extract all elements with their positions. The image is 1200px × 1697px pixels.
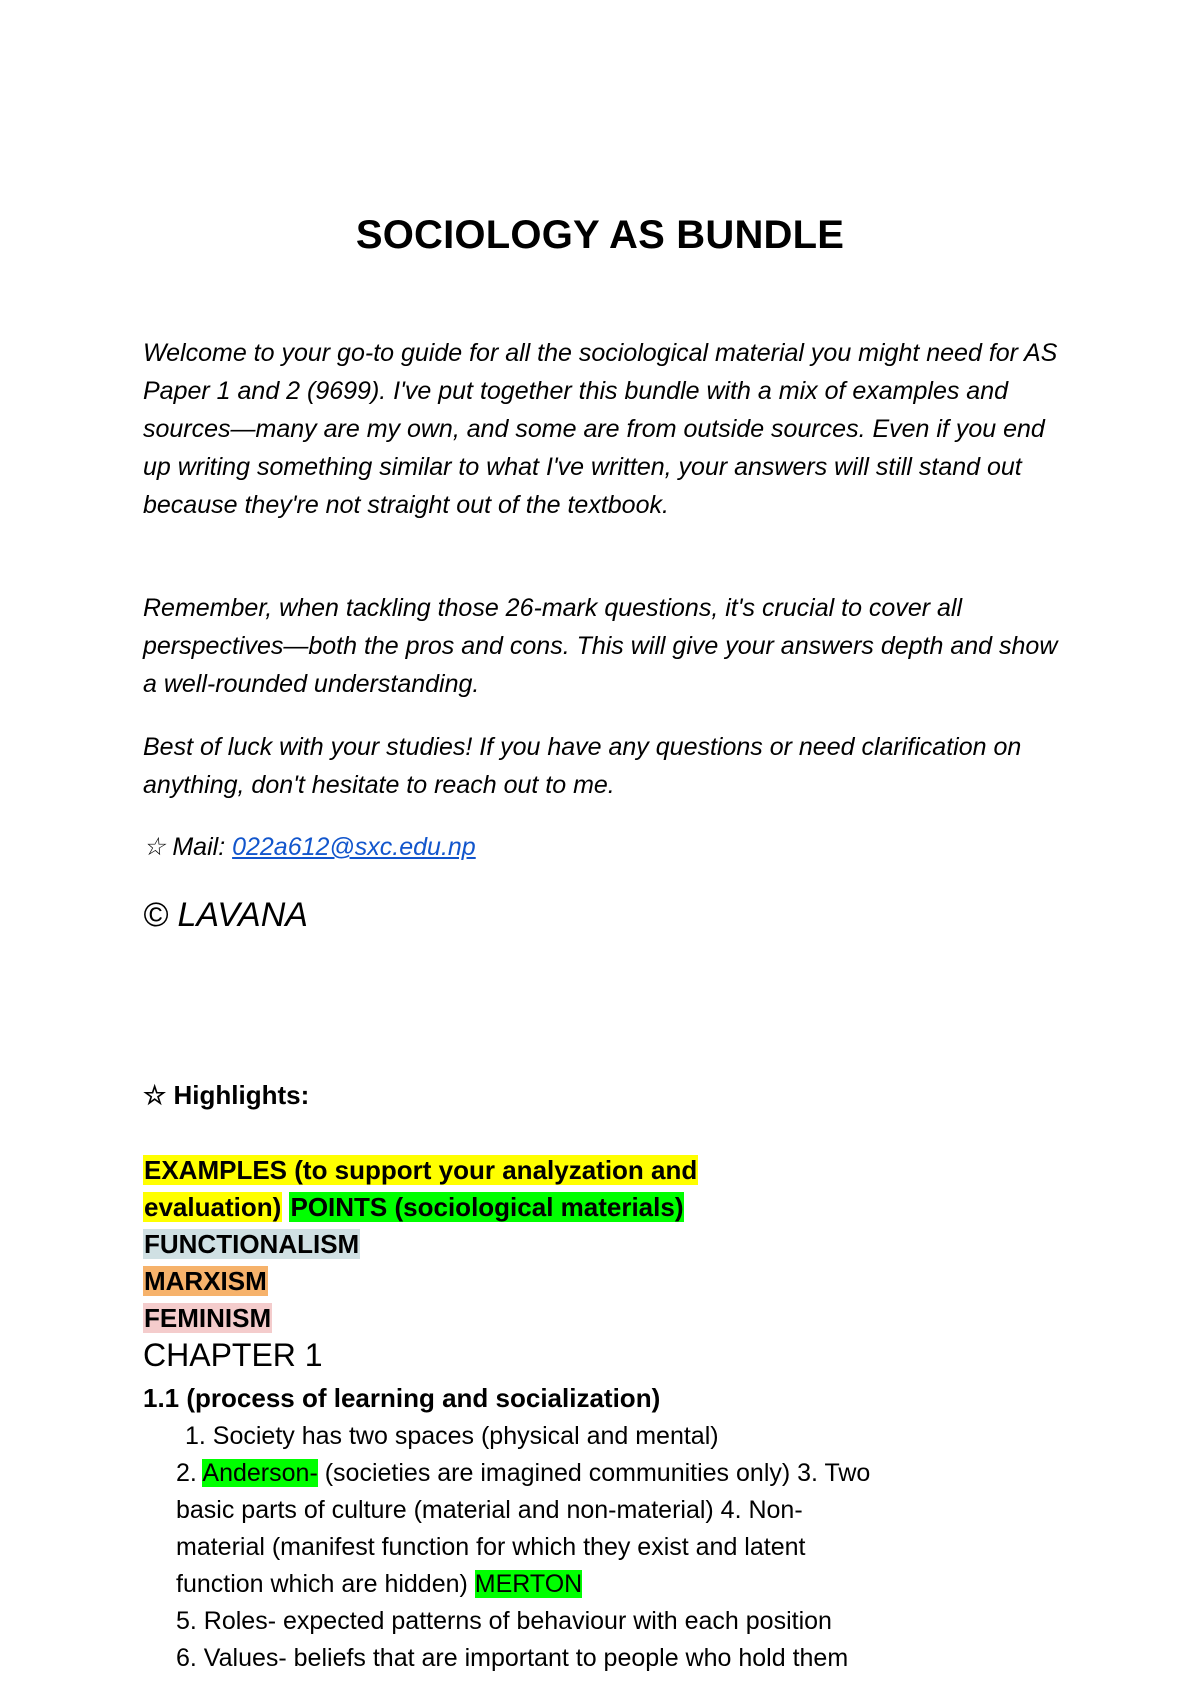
list-item-continuation: material (manifest function for which they exist and latent <box>176 1533 806 1561</box>
copyright-notice: © LAVANA <box>143 896 308 934</box>
list-item-text: function which are hidden) <box>176 1570 475 1598</box>
list-item <box>176 1455 976 1492</box>
legend-examples: EXAMPLES (to support your analyzation and <box>144 1155 698 1185</box>
list-item: 1. Society has two spaces (physical and mental) <box>185 1422 719 1450</box>
mail-line <box>143 828 1073 866</box>
legend-examples-line2 <box>143 1189 783 1226</box>
closing-paragraph: Best of luck with your studies! If you have any questions or need clarification on anything, don't hesitate to reach out to me. <box>143 733 1022 799</box>
advice-paragraph: Remember, when tackling those 26-mark questions, it's crucial to cover all perspectives—both the pros and cons. This will give your answers depth and show a well-rounded understanding. <box>143 594 1058 698</box>
legend-marxism-line <box>143 1263 783 1300</box>
legend-examples-line1 <box>143 1152 783 1189</box>
anderson-highlight: Anderson- <box>202 1459 318 1487</box>
section-heading: 1.1 (process of learning and socialization) <box>143 1383 661 1413</box>
highlight-legend <box>143 1152 783 1337</box>
legend-points: POINTS (sociological materials) <box>290 1192 684 1222</box>
merton-highlight: MERTON <box>474 1570 583 1598</box>
mail-label: ☆ Mail: <box>143 833 233 861</box>
legend-functionalism-line <box>143 1226 783 1263</box>
list-item-text: (societies are imagined communities only) 3. Two <box>317 1459 871 1487</box>
list-item: 5. Roles- expected patterns of behaviour with each position <box>176 1607 832 1635</box>
legend-functionalism: FUNCTIONALISM <box>144 1229 360 1259</box>
list-item-continuation: basic parts of culture (material and non-material) 4. Non- <box>176 1496 803 1524</box>
legend-examples-cont: evaluation) <box>144 1192 282 1222</box>
document-title: SOCIOLOGY AS BUNDLE <box>355 213 845 257</box>
legend-marxism: MARXISM <box>144 1266 267 1296</box>
list-item: 6. Values- beliefs that are important to people who hold them <box>176 1644 849 1672</box>
highlights-heading: ☆ Highlights: <box>143 1080 310 1110</box>
chapter-title: CHAPTER 1 <box>143 1337 323 1373</box>
list-item-number: 2. <box>176 1459 203 1487</box>
mail-link[interactable]: 022a612@sxc.edu.np <box>232 833 476 861</box>
chapter-list <box>176 1418 976 1677</box>
legend-feminism: FEMINISM <box>144 1303 272 1333</box>
legend-feminism-line <box>143 1300 783 1337</box>
list-item-continuation <box>176 1566 976 1603</box>
intro-paragraph: Welcome to your go-to guide for all the sociological material you might need for AS Paper 1 and 2 (9699). I've put together this bundle with a mix of examples and sources—many are my own, and some are from outside sources. Even if you end up writing something similar to what I've written, your answers will still stand out because they're not straight out of the textbook. <box>143 339 1058 519</box>
